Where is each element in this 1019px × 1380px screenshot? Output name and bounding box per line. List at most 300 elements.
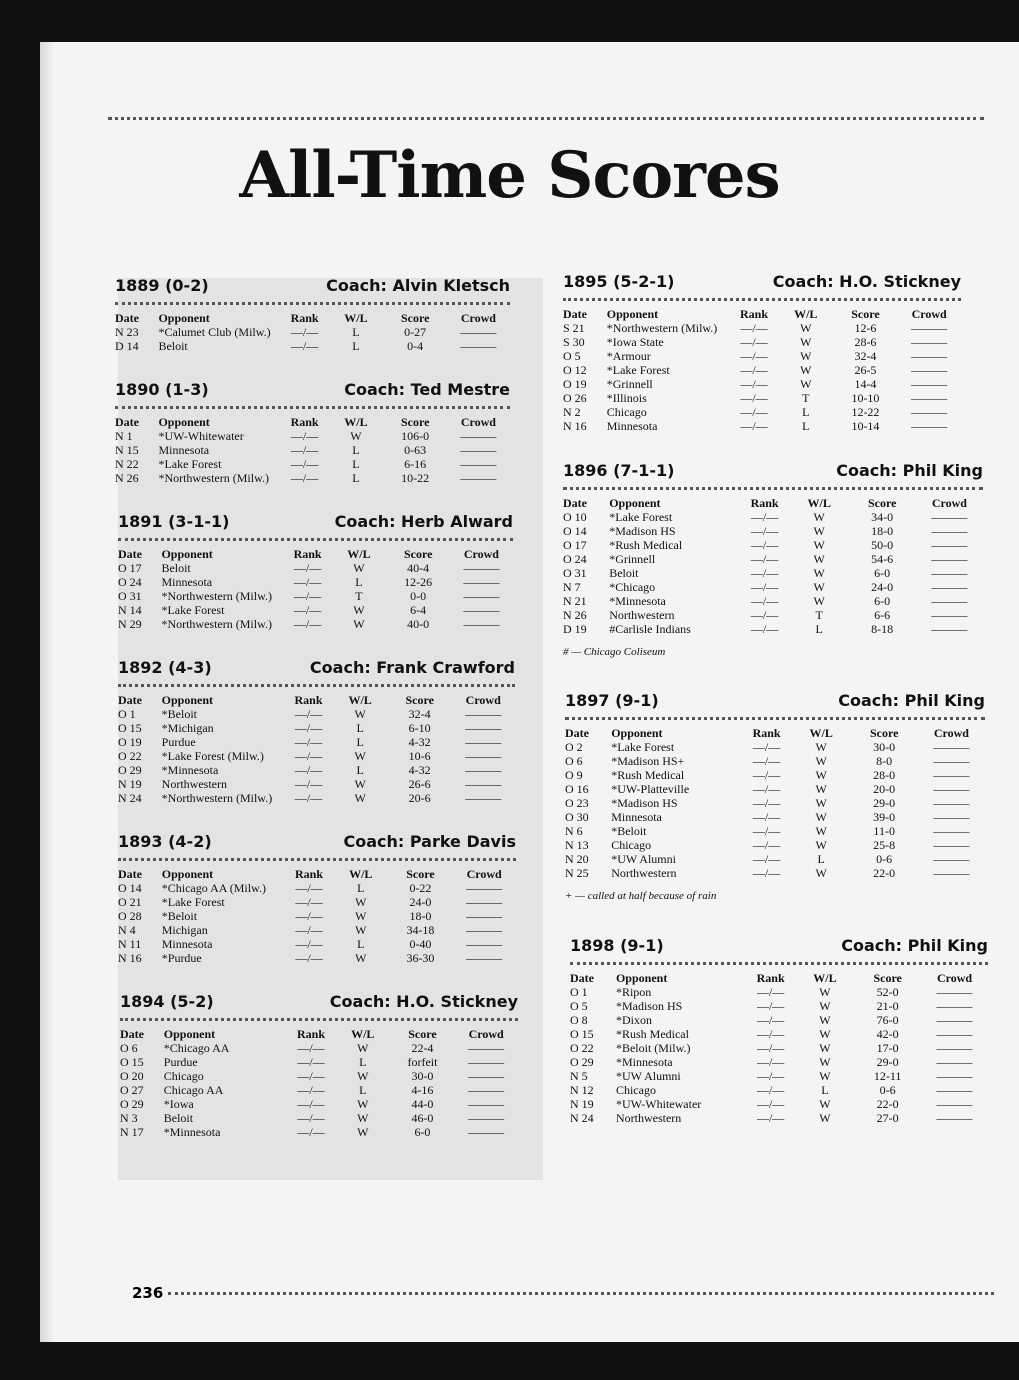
game-crowd: ———	[465, 763, 502, 777]
season-section	[570, 936, 988, 1125]
games-table	[120, 1027, 518, 1139]
season-year-record: 1891 (3-1-1)	[118, 512, 230, 531]
game-crowd: ———	[931, 566, 968, 580]
column-header-rank: Rank	[740, 307, 769, 321]
section-dotted-rule	[565, 717, 985, 720]
game-score: 12-26	[404, 575, 433, 589]
game-result: W	[813, 552, 825, 566]
game-rank: —/—	[293, 561, 322, 575]
table-row	[570, 1111, 988, 1125]
game-rank: —/—	[740, 321, 768, 335]
season-coach: Coach: H.O. Stickney	[329, 992, 518, 1011]
game-crowd: ———	[936, 1111, 973, 1125]
table-header-row	[118, 547, 513, 561]
game-score: 39-0	[873, 810, 896, 824]
table-row	[118, 909, 516, 923]
game-result: W	[353, 561, 365, 575]
game-date: N 11	[118, 937, 142, 951]
game-rank: —/—	[295, 909, 323, 923]
table-header-row	[565, 726, 985, 740]
game-crowd: ———	[911, 363, 948, 377]
column-header-opponent: Opponent	[615, 971, 668, 985]
column-header-opponent: Opponent	[158, 311, 210, 325]
game-rank: —/—	[294, 777, 323, 791]
game-date: O 24	[563, 552, 587, 566]
game-date: O 6	[565, 754, 583, 768]
game-score: 10-22	[401, 471, 430, 485]
column-header-date: Date	[115, 311, 139, 325]
table-row	[118, 575, 513, 589]
game-crowd: ———	[463, 561, 500, 575]
game-score: forfeit	[407, 1055, 438, 1069]
game-opponent: *UW-Whitewater	[615, 1097, 702, 1111]
game-date: N 1	[115, 429, 133, 443]
game-result: W	[815, 782, 827, 796]
game-opponent: Chicago	[163, 1069, 204, 1083]
game-opponent: Chicago AA	[163, 1083, 224, 1097]
game-crowd: ———	[933, 838, 970, 852]
section-dotted-rule	[118, 684, 515, 687]
column-header-date: Date	[118, 693, 142, 707]
game-rank: —/—	[756, 999, 785, 1013]
game-date: N 19	[118, 777, 142, 791]
game-date: O 9	[565, 768, 583, 782]
game-date: N 24	[570, 1111, 594, 1125]
game-score: 0-4	[407, 339, 424, 353]
section-dotted-rule	[563, 298, 961, 301]
game-rank: —/—	[293, 575, 322, 589]
game-crowd: ———	[463, 589, 500, 603]
game-score: 52-0	[876, 985, 899, 999]
game-crowd: ———	[463, 603, 500, 617]
season-header	[118, 832, 516, 854]
game-date: O 24	[118, 575, 142, 589]
game-date: O 6	[120, 1041, 138, 1055]
game-rank: —/—	[750, 510, 779, 524]
table-row	[118, 951, 516, 965]
game-result: W	[350, 429, 362, 443]
game-opponent: *Iowa	[163, 1097, 194, 1111]
game-score: 8-0	[876, 754, 893, 768]
game-date: O 16	[565, 782, 589, 796]
game-rank: —/—	[295, 951, 323, 965]
game-date: O 29	[120, 1097, 144, 1111]
game-opponent: Minnesota	[606, 419, 658, 433]
season-year-record: 1896 (7-1-1)	[563, 461, 675, 480]
game-score: 76-0	[876, 1013, 899, 1027]
game-score: 0-22	[409, 881, 432, 895]
game-date: O 15	[120, 1055, 144, 1069]
game-score: 18-0	[871, 524, 894, 538]
game-crowd: ———	[466, 951, 503, 965]
game-result: W	[813, 510, 825, 524]
game-rank: —/—	[752, 852, 781, 866]
game-result: W	[815, 838, 827, 852]
game-result: W	[819, 1097, 831, 1111]
game-rank: —/—	[750, 580, 779, 594]
season-year-record: 1892 (4-3)	[118, 658, 212, 677]
table-row	[563, 594, 983, 608]
column-header-score: Score	[403, 547, 433, 561]
game-score: 0-6	[879, 1083, 896, 1097]
game-result: W	[819, 1069, 831, 1083]
game-rank: —/—	[297, 1055, 325, 1069]
game-date: O 31	[118, 589, 142, 603]
game-score: 42-0	[876, 1027, 899, 1041]
section-dotted-rule	[563, 487, 983, 490]
page-title: All-Time Scores	[239, 138, 780, 213]
table-row	[570, 1069, 988, 1083]
table-row	[565, 852, 985, 866]
table-row	[563, 391, 961, 405]
game-crowd: ———	[911, 349, 948, 363]
game-crowd: ———	[468, 1111, 505, 1125]
table-row	[118, 721, 515, 735]
game-opponent: *Michigan	[161, 721, 214, 735]
game-rank: —/—	[740, 391, 768, 405]
table-row	[118, 791, 515, 805]
table-header-row	[120, 1027, 518, 1041]
column-header-crowd: Crowd	[460, 415, 496, 429]
game-date: N 22	[115, 457, 139, 471]
game-date: O 29	[570, 1055, 594, 1069]
game-result: W	[355, 923, 367, 937]
game-opponent: *UW-Whitewater	[158, 429, 244, 443]
game-date: O 12	[563, 363, 587, 377]
game-result: W	[813, 538, 825, 552]
game-result: W	[819, 999, 831, 1013]
game-score: 30-0	[873, 740, 896, 754]
game-opponent: Purdue	[163, 1055, 198, 1069]
game-score: 106-0	[401, 429, 430, 443]
game-score: 22-0	[873, 866, 896, 880]
game-result: L	[352, 471, 360, 485]
game-date: N 3	[120, 1111, 138, 1125]
section-dotted-rule	[120, 1018, 518, 1021]
column-header-date: Date	[115, 415, 139, 429]
season-header	[563, 461, 983, 483]
game-score: 22-4	[411, 1041, 434, 1055]
season-year-record: 1894 (5-2)	[120, 992, 214, 1011]
game-date: N 4	[118, 923, 136, 937]
game-opponent: *Minnesota	[609, 594, 666, 608]
section-dotted-rule	[570, 962, 988, 965]
table-row	[565, 796, 985, 810]
game-rank: —/—	[293, 617, 322, 631]
game-score: 22-0	[876, 1097, 899, 1111]
column-header-wl: W/L	[347, 547, 371, 561]
table-row	[563, 363, 961, 377]
game-opponent: *Minnesota	[161, 763, 219, 777]
column-header-crowd: Crowd	[465, 693, 501, 707]
game-rank: —/—	[752, 782, 781, 796]
game-result: W	[800, 363, 812, 377]
game-rank: —/—	[290, 443, 319, 457]
game-rank: —/—	[756, 1055, 785, 1069]
game-crowd: ———	[933, 754, 970, 768]
bottom-dotted-rule	[168, 1292, 994, 1295]
game-score: 34-18	[406, 923, 435, 937]
game-rank: —/—	[750, 524, 779, 538]
game-crowd: ———	[931, 608, 968, 622]
table-row	[565, 838, 985, 852]
column-header-score: Score	[406, 867, 435, 881]
table-header-row	[563, 307, 961, 321]
table-row	[118, 895, 516, 909]
game-crowd: ———	[465, 749, 502, 763]
table-row	[118, 707, 515, 721]
game-result: L	[356, 735, 364, 749]
game-score: 0-63	[404, 443, 427, 457]
game-date: O 29	[118, 763, 142, 777]
table-row	[570, 1027, 988, 1041]
column-header-wl: W/L	[349, 867, 373, 881]
column-header-date: Date	[570, 971, 594, 985]
season-year-record: 1895 (5-2-1)	[563, 272, 675, 291]
game-result: W	[819, 1041, 831, 1055]
game-result: L	[359, 1055, 367, 1069]
column-header-wl: W/L	[807, 496, 831, 510]
game-date: N 2	[563, 405, 581, 419]
game-score: 17-0	[876, 1041, 899, 1055]
game-result: L	[802, 405, 810, 419]
game-opponent: *Lake Forest	[609, 510, 673, 524]
table-row	[570, 1013, 988, 1027]
game-score: 6-10	[408, 721, 431, 735]
table-row	[118, 923, 516, 937]
game-score: 0-40	[409, 937, 432, 951]
column-header-score: Score	[400, 311, 430, 325]
game-crowd: ———	[933, 810, 970, 824]
column-header-wl: W/L	[348, 693, 372, 707]
game-rank: —/—	[750, 552, 779, 566]
game-date: N 25	[565, 866, 589, 880]
game-crowd: ———	[466, 881, 503, 895]
game-date: N 24	[118, 791, 142, 805]
table-row	[570, 999, 988, 1013]
game-rank: —/—	[740, 363, 768, 377]
table-row	[118, 749, 515, 763]
game-rank: —/—	[750, 608, 779, 622]
game-score: 30-0	[411, 1069, 434, 1083]
game-result: W	[813, 566, 825, 580]
game-rank: —/—	[740, 419, 768, 433]
game-crowd: ———	[933, 768, 970, 782]
game-result: W	[815, 768, 827, 782]
game-rank: —/—	[750, 594, 779, 608]
game-opponent: Northwestern	[161, 777, 227, 791]
game-score: 20-0	[873, 782, 896, 796]
game-opponent: *Lake Forest	[158, 457, 222, 471]
table-row	[565, 866, 985, 880]
season-section	[118, 658, 515, 805]
season-header	[115, 380, 510, 402]
table-row	[570, 1041, 988, 1055]
game-result: W	[354, 707, 366, 721]
game-score: 10-10	[851, 391, 880, 405]
column-header-rank: Rank	[756, 971, 785, 985]
game-result: W	[353, 603, 365, 617]
game-result: W	[819, 985, 831, 999]
game-opponent: *Madison HS	[615, 999, 683, 1013]
game-opponent: Chicago	[606, 405, 647, 419]
column-header-score: Score	[851, 307, 880, 321]
game-crowd: ———	[463, 575, 500, 589]
season-coach: Coach: Phil King	[841, 936, 988, 955]
game-crowd: ———	[465, 721, 502, 735]
game-crowd: ———	[460, 457, 497, 471]
column-header-crowd: Crowd	[463, 547, 499, 561]
game-opponent: *Chicago	[609, 580, 656, 594]
game-date: D 19	[563, 622, 587, 636]
column-header-wl: W/L	[344, 311, 368, 325]
game-rank: —/—	[740, 335, 768, 349]
game-score: 0-27	[404, 325, 427, 339]
column-header-score: Score	[869, 726, 899, 740]
table-row	[563, 524, 983, 538]
game-score: 32-4	[854, 349, 877, 363]
game-opponent: Minnesota	[611, 810, 662, 824]
table-row	[120, 1083, 518, 1097]
game-result: L	[357, 937, 365, 951]
table-row	[118, 561, 513, 575]
games-table	[565, 726, 985, 880]
game-score: 50-0	[871, 538, 894, 552]
game-result: W	[354, 749, 366, 763]
game-opponent: *Beloit	[161, 707, 197, 721]
column-header-score: Score	[405, 693, 434, 707]
game-rank: —/—	[295, 895, 323, 909]
column-header-crowd: Crowd	[460, 311, 496, 325]
game-date: O 21	[118, 895, 142, 909]
game-rank: —/—	[740, 377, 768, 391]
season-year-record: 1893 (4-2)	[118, 832, 212, 851]
footnote: + — called at half because of rain	[565, 890, 717, 902]
game-score: 27-0	[876, 1111, 899, 1125]
section-dotted-rule	[118, 538, 513, 541]
table-row	[115, 429, 510, 443]
table-row	[563, 566, 983, 580]
game-date: N 5	[570, 1069, 588, 1083]
game-date: O 26	[563, 391, 587, 405]
game-date: N 15	[115, 443, 139, 457]
game-date: O 15	[118, 721, 142, 735]
column-header-crowd: Crowd	[466, 867, 502, 881]
footnote: # — Chicago Coliseum	[563, 646, 666, 658]
column-header-wl: W/L	[813, 971, 837, 985]
game-crowd: ———	[911, 419, 948, 433]
season-section	[118, 512, 513, 631]
game-opponent: Northwestern	[615, 1111, 682, 1125]
season-coach: Coach: Ted Mestre	[344, 380, 510, 399]
game-score: 26-6	[408, 777, 431, 791]
table-row	[565, 768, 985, 782]
game-date: N 19	[570, 1097, 594, 1111]
game-crowd: ———	[460, 471, 497, 485]
season-year-record: 1889 (0-2)	[115, 276, 209, 295]
column-header-score: Score	[873, 971, 902, 985]
game-result: W	[819, 1111, 831, 1125]
game-opponent: Purdue	[161, 735, 196, 749]
game-rank: —/—	[297, 1069, 325, 1083]
game-date: O 23	[565, 796, 589, 810]
games-table	[115, 311, 510, 353]
game-rank: —/—	[297, 1041, 325, 1055]
game-score: 12-6	[854, 321, 877, 335]
table-row	[570, 1097, 988, 1111]
game-crowd: ———	[931, 622, 968, 636]
season-section	[563, 272, 961, 433]
game-score: 4-16	[411, 1083, 434, 1097]
page-number: 236	[132, 1284, 164, 1302]
game-opponent: Minnesota	[158, 443, 210, 457]
game-date: N 23	[115, 325, 139, 339]
column-header-opponent: Opponent	[611, 726, 663, 740]
game-result: L	[352, 325, 360, 339]
table-header-row	[115, 311, 510, 325]
game-crowd: ———	[466, 937, 503, 951]
game-rank: —/—	[750, 622, 779, 636]
game-opponent: *Chicago AA (Milw.)	[161, 881, 266, 895]
game-score: 44-0	[411, 1097, 434, 1111]
game-opponent: *UW Alumni	[615, 1069, 681, 1083]
game-rank: —/—	[290, 457, 319, 471]
game-date: O 8	[570, 1013, 588, 1027]
game-rank: —/—	[752, 824, 781, 838]
table-row	[565, 754, 985, 768]
game-date: O 19	[118, 735, 142, 749]
games-table	[118, 867, 516, 965]
game-opponent: *Rush Medical	[611, 768, 685, 782]
game-result: W	[357, 1097, 369, 1111]
game-crowd: ———	[911, 321, 948, 335]
game-result: L	[817, 852, 825, 866]
game-result: W	[800, 321, 812, 335]
game-score: 28-0	[873, 768, 896, 782]
table-row	[570, 1083, 988, 1097]
game-rank: —/—	[752, 768, 781, 782]
game-crowd: ———	[463, 617, 500, 631]
game-crowd: ———	[936, 1013, 973, 1027]
game-opponent: *Dixon	[615, 1013, 652, 1027]
table-header-row	[570, 971, 988, 985]
column-header-opponent: Opponent	[158, 415, 210, 429]
game-date: O 22	[570, 1041, 594, 1055]
game-crowd: ———	[931, 510, 968, 524]
table-row	[120, 1125, 518, 1139]
game-result: L	[821, 1083, 829, 1097]
game-crowd: ———	[933, 852, 970, 866]
column-header-crowd: Crowd	[931, 496, 967, 510]
table-row	[563, 622, 983, 636]
game-crowd: ———	[911, 405, 948, 419]
game-result: W	[815, 810, 827, 824]
game-rank: —/—	[293, 603, 322, 617]
game-score: 0-0	[410, 589, 427, 603]
game-date: N 21	[563, 594, 587, 608]
season-year-record: 1897 (9-1)	[565, 691, 659, 710]
table-row	[563, 321, 961, 335]
season-header	[120, 992, 518, 1014]
game-rank: —/—	[756, 1097, 785, 1111]
game-crowd: ———	[911, 335, 948, 349]
game-rank: —/—	[294, 791, 323, 805]
game-result: W	[813, 594, 825, 608]
game-rank: —/—	[750, 538, 779, 552]
column-header-crowd: Crowd	[468, 1027, 504, 1041]
column-header-rank: Rank	[290, 311, 319, 325]
game-date: O 20	[120, 1069, 144, 1083]
